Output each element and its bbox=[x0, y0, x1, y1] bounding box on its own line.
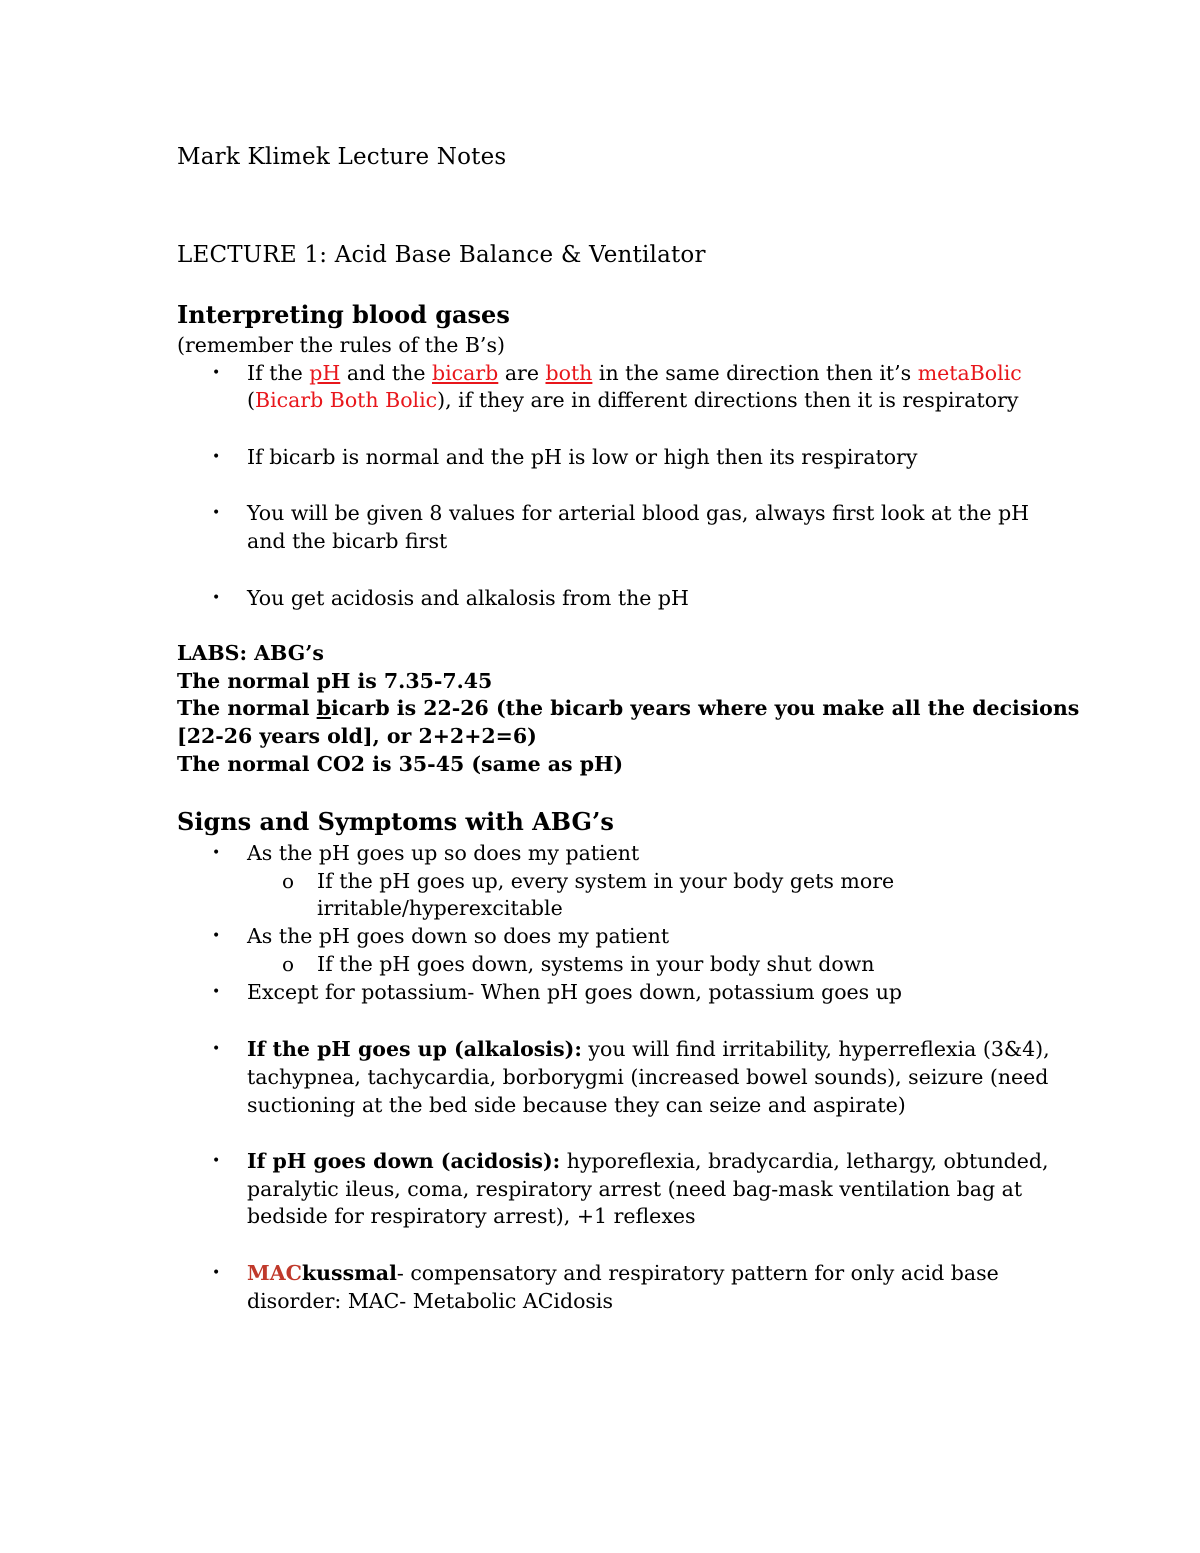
labs-normal-bicarb: The normal bicarb is 22-26 (the bicarb years where you make all the decisions bbox=[177, 696, 1080, 720]
section-heading-signs: Signs and Symptoms with ABG’s bbox=[177, 807, 614, 836]
labs-normal-ph: The normal pH is 7.35-7.45 bbox=[177, 669, 493, 693]
mac-term: MAC bbox=[247, 1261, 302, 1285]
list-item-continuation: disorder: MAC- Metabolic ACidosis bbox=[247, 1289, 614, 1313]
bullet-marker: • bbox=[212, 505, 221, 521]
sub-list-item: If the pH goes down, systems in your body shut down bbox=[317, 952, 875, 976]
labs-normal-co2: The normal CO2 is 35-45 (same as pH) bbox=[177, 752, 624, 776]
list-item: If the pH goes up (alkalosis): you will find irritability, hyperreflexia (3&4), bbox=[247, 1037, 1050, 1061]
bullet-marker: • bbox=[212, 365, 221, 381]
list-item-continuation: (Bicarb Both Bolic), if they are in different directions then it is respiratory bbox=[247, 388, 1019, 412]
both-term: both bbox=[545, 361, 593, 385]
bullet-marker: • bbox=[212, 1041, 221, 1057]
list-item: As the pH goes up so does my patient bbox=[247, 841, 640, 865]
bicarb-term: bicarb bbox=[431, 361, 499, 385]
section-heading-interpreting: Interpreting blood gases bbox=[177, 300, 510, 329]
bullet-marker: • bbox=[212, 1153, 221, 1169]
list-item-continuation: tachypnea, tachycardia, borborygmi (increased bowel sounds), seizure (need bbox=[247, 1065, 1049, 1089]
list-item: Except for potassium- When pH goes down, potassium goes up bbox=[247, 980, 903, 1004]
sub-list-item: If the pH goes up, every system in your body gets more bbox=[317, 869, 895, 893]
list-item: As the pH goes down so does my patient bbox=[247, 924, 670, 948]
labs-title: LABS: ABG’s bbox=[177, 641, 324, 665]
bullet-marker: • bbox=[212, 928, 221, 944]
bicarb-both-bolic: Bicarb Both Bolic bbox=[255, 388, 438, 412]
list-item: If pH goes down (acidosis): hyporeflexia, bradycardia, lethargy, obtunded, bbox=[247, 1149, 1049, 1173]
list-item: You will be given 8 values for arterial blood gas, always first look at the pH bbox=[247, 501, 1030, 525]
section-subtitle: (remember the rules of the B’s) bbox=[177, 333, 505, 357]
bullet-marker: • bbox=[212, 449, 221, 465]
sub-bullet-marker: o bbox=[282, 952, 295, 976]
ph-term: pH bbox=[309, 361, 341, 385]
bullet-marker: • bbox=[212, 845, 221, 861]
list-item-continuation: suctioning at the bed side because they can seize and aspirate) bbox=[247, 1093, 906, 1117]
list-item: If the pH and the bicarb are both in the same direction then it’s metaBolic bbox=[247, 361, 1022, 385]
list-item-continuation: paralytic ileus, coma, respiratory arrest (need bag-mask ventilation bag at bbox=[247, 1177, 1023, 1201]
bullet-marker: • bbox=[212, 590, 221, 606]
sub-list-item-continuation: irritable/hyperexcitable bbox=[317, 896, 563, 920]
labs-normal-bicarb-continuation: [22-26 years old], or 2+2+2=6) bbox=[177, 724, 537, 748]
bullet-marker: • bbox=[212, 1265, 221, 1281]
list-item-continuation: bedside for respiratory arrest), +1 reflexes bbox=[247, 1204, 696, 1228]
lecture-title: LECTURE 1: Acid Base Balance & Ventilator bbox=[177, 242, 706, 268]
list-item-continuation: and the bicarb first bbox=[247, 529, 448, 553]
metabolic-term: metaBolic bbox=[917, 361, 1022, 385]
sub-bullet-marker: o bbox=[282, 869, 295, 893]
list-item: You get acidosis and alkalosis from the pH bbox=[247, 586, 689, 610]
bullet-marker: • bbox=[212, 984, 221, 1000]
list-item: If bicarb is normal and the pH is low or high then its respiratory bbox=[247, 445, 918, 469]
document-title: Mark Klimek Lecture Notes bbox=[177, 144, 507, 170]
list-item: MACkussmal- compensatory and respiratory pattern for only acid base bbox=[247, 1261, 999, 1285]
